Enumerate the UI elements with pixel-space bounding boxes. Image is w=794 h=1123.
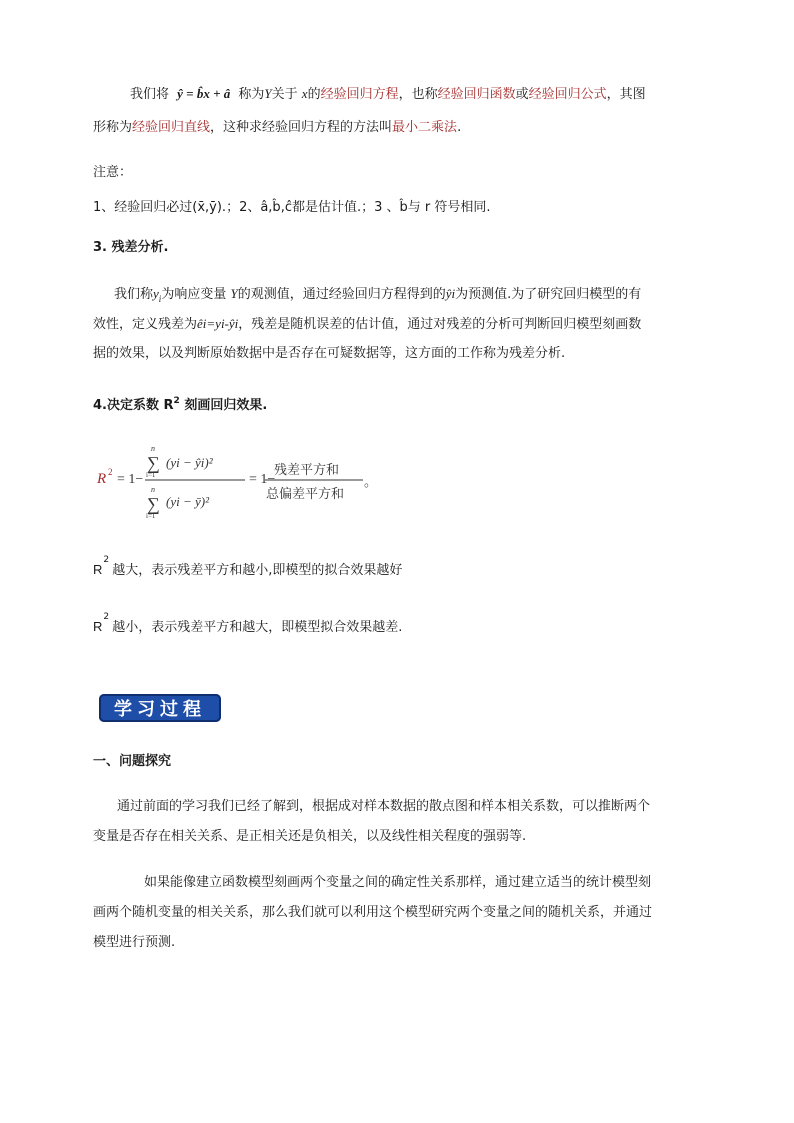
section-banner: 学习过程 <box>99 694 221 722</box>
text: 称为 <box>238 87 265 102</box>
term-empirical-regression-equation: 经验回归方程 <box>320 87 399 102</box>
math-var: Y <box>230 286 238 301</box>
formula-lhs: R <box>97 471 107 487</box>
sum-lower: i=1 <box>146 471 156 479</box>
formula-end: 。 <box>364 474 378 489</box>
formula-eq2: = 1− <box>249 472 276 487</box>
exploration-paragraph-1-line-2: 变量是否存在相关关系、是正相关还是负相关，以及线性相关程度的强弱等. <box>93 829 527 844</box>
text: ，其图 <box>606 87 646 102</box>
paragraph-regression-equation <box>130 84 646 105</box>
math-var: R <box>93 562 103 577</box>
section-4-heading <box>93 391 267 416</box>
text: ，这种求经验回归方程的方法叫 <box>210 120 393 135</box>
text: 为预测值.为了研究回归模型的有 <box>455 287 642 302</box>
note-label: 注意： <box>93 165 133 180</box>
sum-upper: n <box>151 444 155 453</box>
denominator: (yi − ȳ)² <box>166 494 209 509</box>
numerator: (yi − ŷi)² <box>166 455 213 470</box>
sum-upper: n <box>151 485 155 494</box>
math-var: y <box>153 286 159 301</box>
residual-paragraph-line-3: 据的效果，以及判断原始数据中是否存在可疑数据等，这方面的工作称为残差分析. <box>93 346 566 361</box>
text: 越小，表示残差平方和越大，即模型拟合效果越差. <box>112 620 403 635</box>
exploration-paragraph-2-line-2: 画两个随机变量的相关关系，那么我们就可以利用这个模型研究两个变量之间的随机关系，并通过 <box>93 905 653 920</box>
text: 刻画回归效果. <box>179 398 268 413</box>
text: 的观测值，通过经验回归方程得到的 <box>237 287 446 302</box>
term-regression-line: 经验回归直线 <box>132 120 211 135</box>
math-var: R <box>93 619 103 634</box>
text: 4.决定系数 R <box>93 398 174 413</box>
superscript: 2 <box>103 555 110 565</box>
text: 我们称 <box>114 287 154 302</box>
denominator-text: 总偏差平方和 <box>266 486 345 501</box>
residual-paragraph-line-1 <box>114 284 641 309</box>
problem-exploration-heading: 一、问题探究 <box>93 754 172 769</box>
text: 我们将 <box>130 87 170 102</box>
math-var: x <box>301 86 308 101</box>
text: 形称为 <box>93 120 133 135</box>
exploration-paragraph-2-line-3: 模型进行预测. <box>93 935 176 950</box>
residual-paragraph-line-2 <box>93 314 641 335</box>
math-sub: i <box>158 294 162 304</box>
text: 的 <box>307 87 321 102</box>
term-least-squares: 最小二乘法 <box>392 120 458 135</box>
exploration-paragraph-1-line-1: 通过前面的学习我们已经了解到，根据成对样本数据的散点图和样本相关系数，可以推断两个 <box>117 799 651 814</box>
numerator-text: 残差平方和 <box>274 462 340 477</box>
text: 为响应变量 <box>161 287 227 302</box>
text: . <box>457 120 462 135</box>
text: 越大，表示残差平方和越小,即模型的拟合效果越好 <box>112 563 403 578</box>
paragraph-regression-line <box>93 118 461 138</box>
formula-eq1: = 1− <box>117 472 144 487</box>
residual-formula: êi=yi-ŷi <box>197 316 239 331</box>
sum-symbol: ∑ <box>147 453 160 473</box>
text: 关于 <box>271 87 298 102</box>
regression-equation: ŷ = b̂x + â <box>177 86 231 101</box>
section-3-heading: 3. 残差分析. <box>93 240 169 255</box>
math-var: ŷi <box>445 286 456 301</box>
note-text: 1、经验回归必过(x̄,ȳ).；2、â,b̂,ĉ都是估计值.；3 、b̂与 r 符号相同. <box>93 200 491 215</box>
exploration-paragraph-2-line-1: 如果能像建立函数模型刻画两个变量之间的确定性关系那样，通过建立适当的统计模型刻 <box>144 875 652 890</box>
formula-lhs-sup: 2 <box>108 467 113 477</box>
superscript: 2 <box>103 612 110 622</box>
term-empirical-regression-formula: 经验回归公式 <box>528 87 607 102</box>
text: ，也称 <box>398 87 438 102</box>
math-var: Y <box>264 86 272 101</box>
text: 效性，定义残差为 <box>93 317 198 332</box>
r2-small-statement <box>93 612 403 639</box>
text: 或 <box>515 87 529 102</box>
superscript: 2 <box>173 396 180 406</box>
sum-lower: i=1 <box>146 512 156 520</box>
text: ，残差是随机误差的估计值，通过对残差的分析可判断回归模型刻画数 <box>238 317 642 332</box>
r2-large-statement <box>93 555 403 582</box>
sum-symbol: ∑ <box>147 494 160 514</box>
r-squared-formula <box>93 440 423 525</box>
term-empirical-regression-function: 经验回归函数 <box>437 87 516 102</box>
